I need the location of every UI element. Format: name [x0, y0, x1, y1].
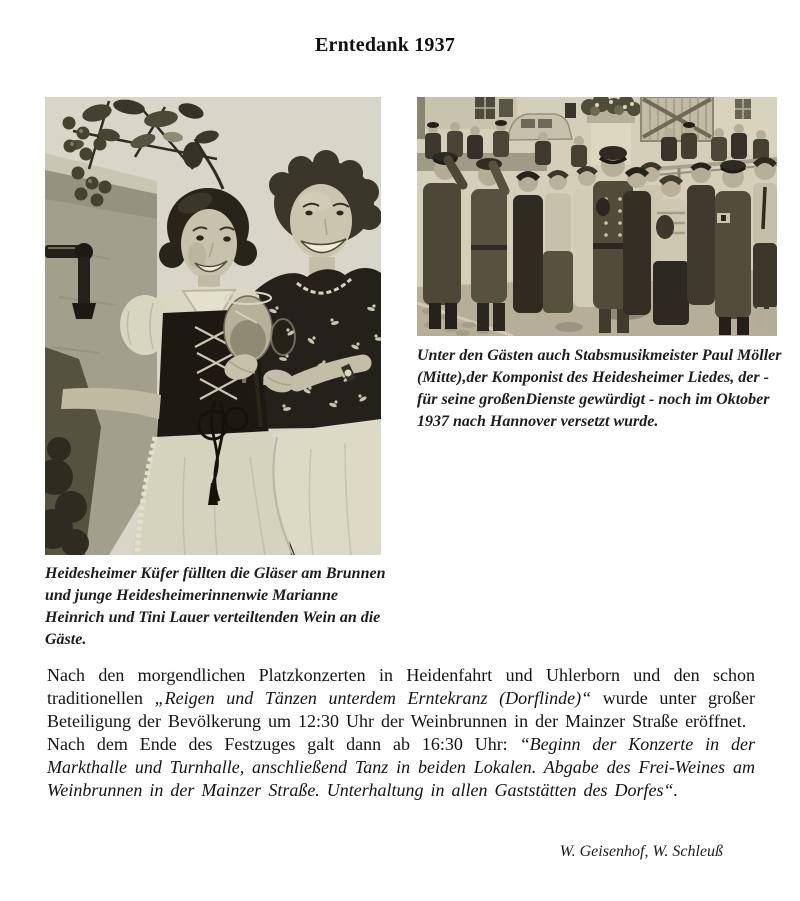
left-photo-caption: Heidesheimer Küfer füllten die Gläser am Brunnen und junge Heidesheimerinnenwie Marianne Heinrich und Tini Lauer verteiltenden Wein an die Gäste.: [45, 565, 386, 648]
text-run-italic: „Reigen und Tänzen unterdem Erntekranz (Dorflinde)“: [154, 688, 592, 708]
text-run: Nach den morgendlichen Platzkonzerten in Heidenfahrt und Uhlerborn und den schon traditionellen: [47, 665, 755, 708]
text-run-italic: “Beginn der Konzerte in der Markthalle und Turnhalle, anschließend Tanz in beiden Lokalen. Abgabe des Frei-Weines am Weinbrunnen in der Mainzer Straße. Unterhaltung in allen Gaststätten des Dorfes“.: [47, 734, 756, 800]
text-run: wurde unter großer Beteiligung der Bevölkerung um 12:30 Uhr der Weinbrunnen in der Mainzer Straße eröffnet.: [47, 688, 756, 731]
left-photo-illustration: [45, 97, 381, 555]
signature: W. Geisenhof, W. Schleuß: [559, 843, 723, 860]
page-title: Erntedank 1937: [314, 34, 456, 56]
youth-shirt-tie: [753, 158, 777, 331]
right-photo: [417, 97, 777, 336]
text-run: Nach dem Ende des Festzuges galt dann ab 16:30 Uhr:: [47, 734, 520, 754]
paragraph-2: [47, 733, 755, 802]
right-photo-illustration: [417, 97, 777, 336]
article-body: [47, 664, 755, 802]
paragraph-1: [47, 664, 755, 733]
wooden-gate: [641, 97, 713, 141]
left-photo: [45, 97, 381, 555]
older-woman-apron: [273, 419, 381, 555]
right-photo-caption: Unter den Gästen auch Stabsmusikmeister Paul Möller (Mitte),der Komponist des Heidesheimer Liedes, der - für seine großenDienste gewürdigt - noch im Oktober 1937 nach Hannover versetzt wurde.: [417, 347, 782, 430]
